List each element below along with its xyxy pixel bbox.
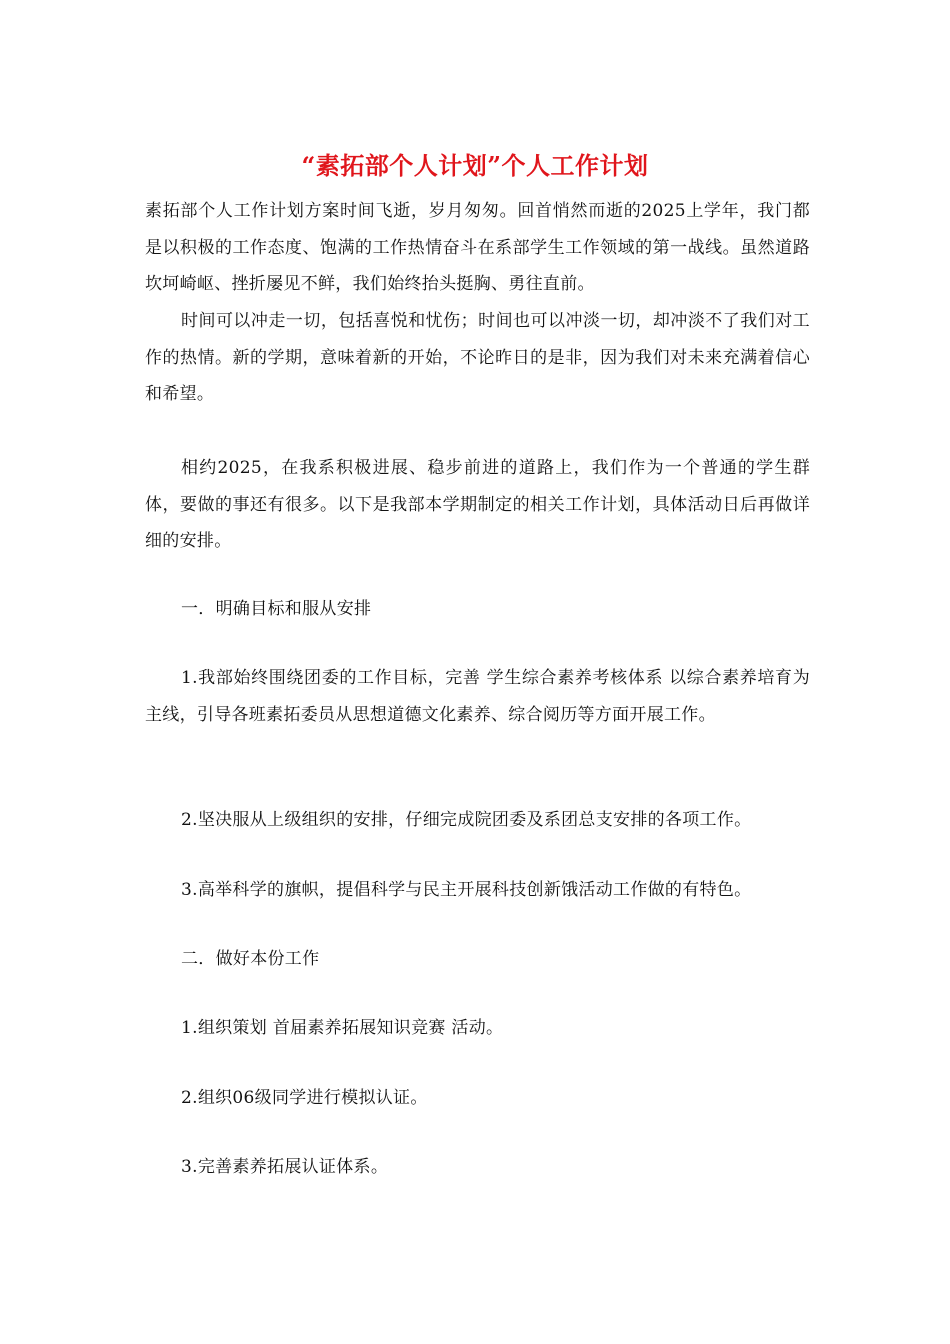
document-title: “素拓部个人计划”个人工作计划 bbox=[301, 151, 649, 180]
goal-item-2: 2.坚决服从上级组织的安排，仔细完成院团委及系团总支安排的各项工作。 bbox=[181, 810, 752, 830]
goal-item-3: 3.高举科学的旗帜，提倡科学与民主开展科技创新饿活动工作做的有特色。 bbox=[181, 880, 752, 900]
work-item-1: 1.组织策划 首届素养拓展知识竞赛 活动。 bbox=[181, 1018, 504, 1038]
work-item-2: 2.组织06级同学进行模拟认证。 bbox=[181, 1088, 428, 1108]
time-paragraph: 时间可以冲走一切，包括喜悦和忧伤；时间也可以冲淡一切，却冲淡不了我们对工作的热情。新的学期，意味着新的开始，不论昨日的是非，因为我们对未来充满着信心和希望。 bbox=[145, 311, 810, 404]
plan-intro-paragraph: 相约2025，在我系积极进展、稳步前进的道路上，我们作为一个普通的学生群体，要做的事还有很多。以下是我部本学期制定的相关工作计划，具体活动日后再做详细的安排。 bbox=[145, 458, 810, 551]
intro-paragraph: 素拓部个人工作计划方案时间飞逝，岁月匆匆。回首悄然而逝的2025上学年，我门都是以积极的工作态度、饱满的工作热情奋斗在系部学生工作领域的第一战线。虽然道路坎坷崎岖、挫折屡见不鲜，我们始终抬头挺胸、勇往直前。 bbox=[145, 201, 810, 294]
section-heading-work: 二．做好本份工作 bbox=[181, 949, 320, 969]
goal-item-1: 1.我部始终围绕团委的工作目标，完善 学生综合素养考核体系 以综合素养培育为主线，引导各班素拓委员从思想道德文化素养、综合阅历等方面开展工作。 bbox=[145, 668, 810, 725]
section-heading-goals: 一．明确目标和服从安排 bbox=[181, 599, 372, 619]
work-item-3: 3.完善素养拓展认证体系。 bbox=[181, 1157, 389, 1177]
